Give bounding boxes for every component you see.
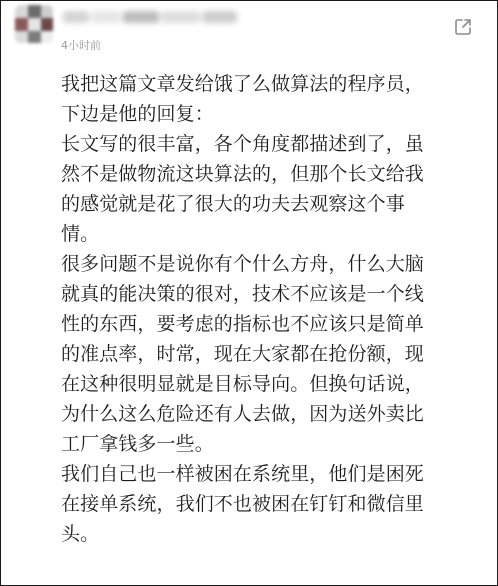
avatar-pixel xyxy=(15,5,28,18)
post-text-line: 在接单系统，我们不也被困在钉钉和微信里 xyxy=(61,493,424,515)
avatar-pixel xyxy=(15,31,28,43)
avatar-pixel xyxy=(15,18,28,31)
redaction-block xyxy=(203,11,237,23)
post-text-line: 情。 xyxy=(61,223,100,245)
share-button[interactable] xyxy=(453,17,473,37)
post-text-line: 在这种很明显就是目标导向。但换句话说， xyxy=(61,373,424,395)
post-body xyxy=(61,69,491,549)
post-text-line: 我们自己也一样被困在系统里，他们是困死 xyxy=(61,463,424,485)
post-timestamp: 4小时前 xyxy=(61,39,101,52)
post-text-line: 就真的能决策的很对，技术不应该是一个线 xyxy=(61,283,424,305)
author-name-redacted[interactable] xyxy=(63,7,243,27)
avatar-pixel xyxy=(41,5,53,18)
post-text-line: 下边是他的回复： xyxy=(61,103,214,125)
post-text-line: 为什么这么危险还有人去做，因为送外卖比 xyxy=(61,403,424,425)
avatar-pixel xyxy=(28,31,41,43)
post-text-line: 然不是做物流这块算法的，但那个长文给我 xyxy=(61,163,424,185)
avatar-pixel xyxy=(28,18,41,31)
share-icon xyxy=(453,17,473,37)
post-text-line: 我把这篇文章发给饿了么做算法的程序员， xyxy=(61,73,424,95)
post-text-line: 很多问题不是说你有个什么方舟，什么大脑 xyxy=(61,253,424,275)
post-text-line: 的感觉就是花了很大的功夫去观察这个事 xyxy=(61,193,405,215)
post-header xyxy=(1,1,497,61)
avatar[interactable] xyxy=(15,5,53,43)
avatar-pixel xyxy=(28,5,41,18)
avatar-pixel xyxy=(41,31,53,43)
redaction-block xyxy=(63,11,89,23)
post-text-line: 性的东西，要考虑的指标也不应该只是简单 xyxy=(61,313,424,335)
post-text-line: 工厂拿钱多一些。 xyxy=(61,433,214,455)
avatar-pixel xyxy=(41,18,53,31)
post-text-line: 长文写的很丰富，各个角度都描述到了，虽 xyxy=(61,133,424,155)
post-text-line: 头。 xyxy=(61,523,100,545)
redaction-block xyxy=(123,11,159,23)
redaction-block xyxy=(91,11,121,23)
redaction-block xyxy=(161,11,201,23)
post-text-line: 的准点率，时常，现在大家都在抢份额，现 xyxy=(61,343,424,365)
